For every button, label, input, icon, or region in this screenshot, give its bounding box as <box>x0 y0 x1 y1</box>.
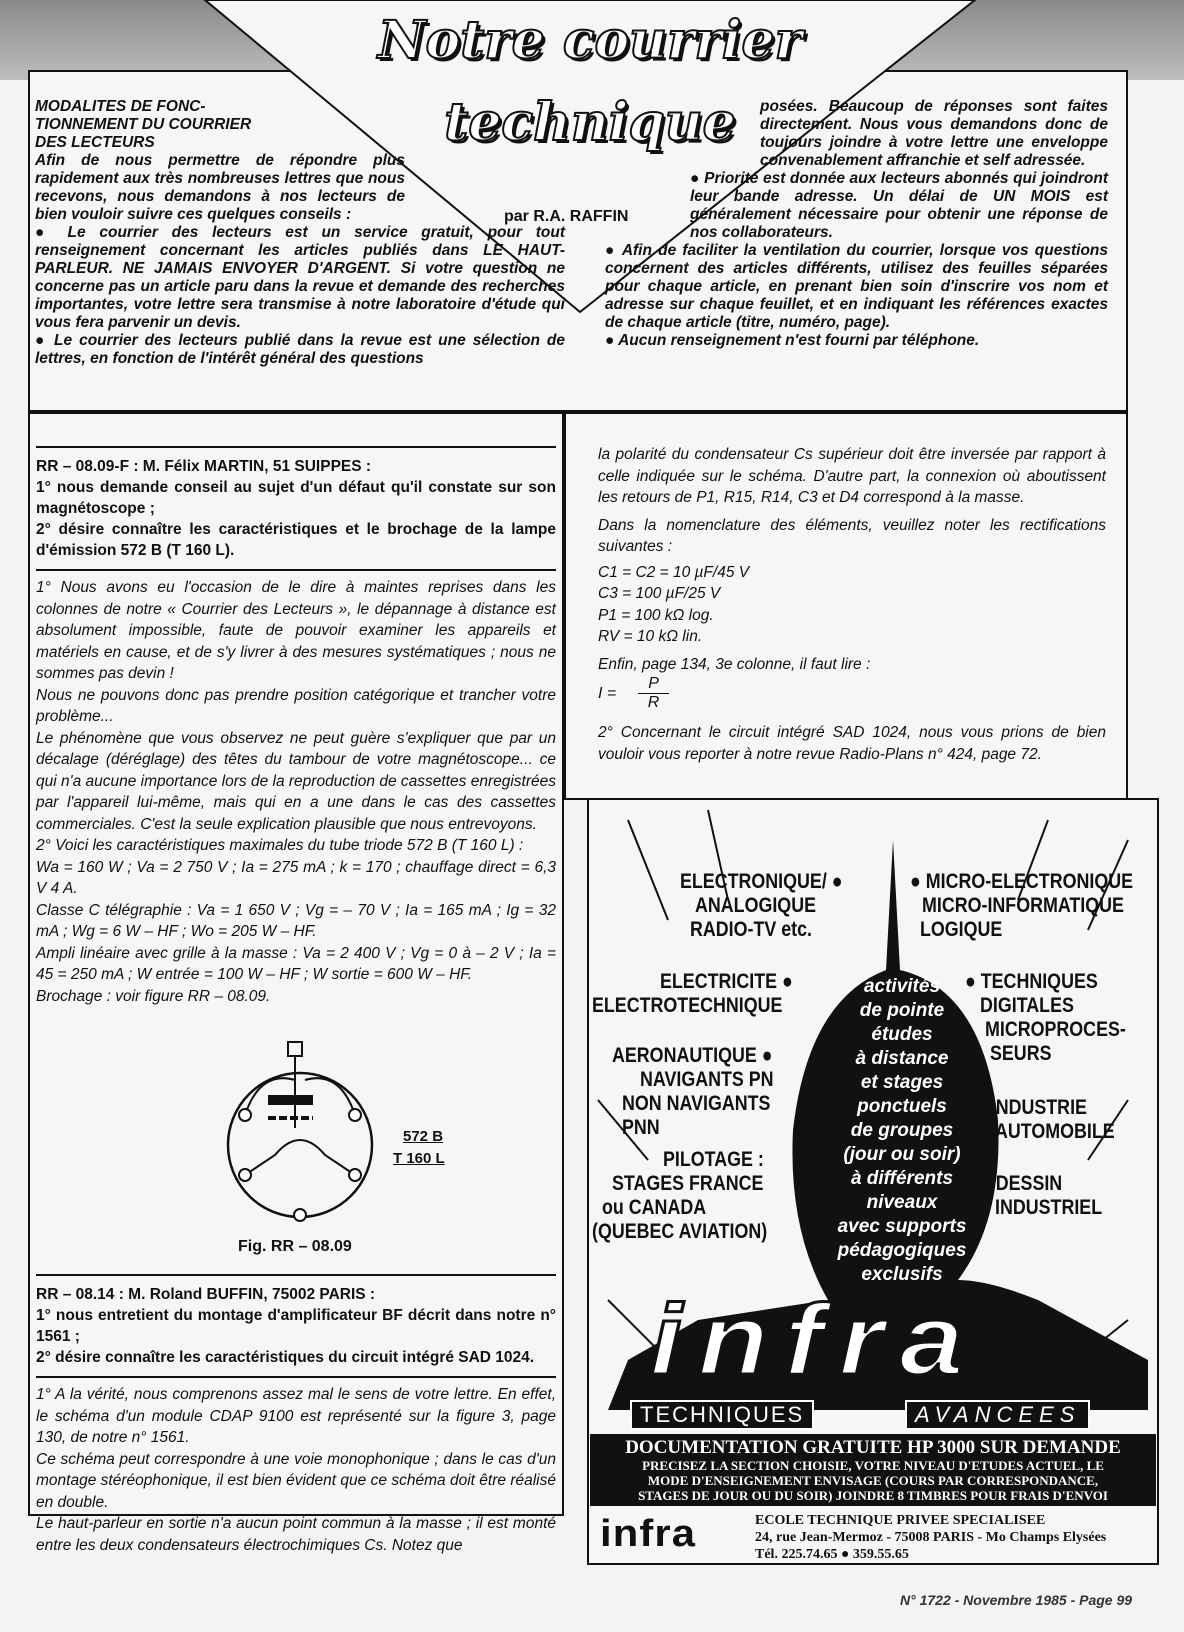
documentation-title: DOCUMENTATION GRATUITE HP 3000 SUR DEMANDE <box>625 1437 1121 1458</box>
numerator: P <box>638 675 669 694</box>
rules-heading <box>35 98 285 152</box>
ad-item: (QUEBEC AVIATION) <box>592 1220 768 1243</box>
ad-item: SEURS <box>990 1042 1052 1065</box>
byline: par R.A. RAFFIN <box>504 208 629 225</box>
ad-item: RADIO-TV etc. <box>690 918 812 941</box>
documentation-line: PRECISEZ LA SECTION CHOISIE, VOTRE NIVEAU D'ETUDES ACTUEL, LE <box>642 1458 1104 1473</box>
documentation-banner <box>590 1434 1156 1506</box>
rocket-line: avec supports <box>837 1216 967 1237</box>
infra-logo-small: infra <box>600 1513 697 1555</box>
divider <box>36 1274 556 1276</box>
question-2: 2° désire connaître les caractéristiques du circuit intégré SAD 1024. <box>36 1349 535 1366</box>
ad-item: AERONAUTIQUE ● <box>612 1044 773 1067</box>
ad-item: LOGIQUE <box>920 918 1003 941</box>
question-1: 1° nous demande conseil au sujet d'un défaut qu'il constate sur son magnétoscope ; <box>36 479 556 517</box>
answer-paragraph: Le haut-parleur en sortie n'a aucun point commun à la masse ; il est monté entre les deux condensateurs électrochimiques Cs. Notez que <box>36 1515 556 1554</box>
rules-bullet-1: ● Le courrier des lecteurs est un service gratuit, pour tout renseignement concernant les articles publiés dans LE HAUT-PARLEUR. NE JAMAIS ENVOYER D'ARGENT. Si votre question ne concerne pas un article paru dans la revue et demande des recherches importantes, votre lettre sera transmise à notre laboratoire d'étude qui vous fera parvenir un devis. <box>35 224 565 331</box>
rules-right-bullet-1: ● Priorité est donnée aux lecteurs abonnés qui joindront leur bande adresse. Un délai de UN MOIS est généralement nécessaire pour obtenir une réponse de nos collaborateurs. <box>690 170 1108 241</box>
school-phone: Tél. 225.74.65 ● 359.55.65 <box>755 1547 909 1562</box>
ad-item: PNN <box>622 1116 660 1139</box>
divider <box>36 569 556 571</box>
formula <box>598 675 1106 712</box>
infra-logo-large: infra <box>650 1284 980 1396</box>
divider <box>36 1376 556 1378</box>
title-line1: Notre courrier <box>378 10 802 71</box>
figure-label-t160l: T 160 L <box>393 1150 445 1167</box>
rocket-line: à différents <box>850 1168 954 1189</box>
ad-item: MICRO-INFORMATIQUE <box>922 894 1124 917</box>
ad-item: STAGES FRANCE <box>612 1172 764 1195</box>
ad-item: INDUSTRIEL <box>995 1196 1103 1219</box>
ad-item: DIGITALES <box>980 994 1074 1017</box>
rocket-line: exclusifs <box>861 1264 943 1285</box>
question-1: 1° nous entretient du montage d'amplificateur BF décrit dans notre n° 1561 ; <box>36 1307 556 1345</box>
rules-bullet-2: ● Le courrier des lecteurs publié dans la revue est une sélection de lettres, en fonction de l'intérêt général des questions <box>35 332 565 367</box>
rocket-line: activités <box>863 976 941 997</box>
rules-right-flow <box>605 98 1108 350</box>
answer-paragraph: Le phénomène que vous observez ne peut guère s'expliquer que par un décalage (déréglage) des têtes du tambour de votre magnétoscope... ce qui n'a aucune importance lors de la reproduction de cassettes enregistrées par l'appareil lui-même, mais qui en a une dans le cas des cassettes commerciales. C'est la seule explication plausible que nous entrevoyons. <box>36 729 556 833</box>
tube-pinout-figure <box>220 1040 380 1240</box>
answer-paragraph: Enfin, page 134, 3e colonne, il faut lire : <box>598 655 871 673</box>
letter-1 <box>36 446 556 1007</box>
ad-item: MICROPROCES- <box>985 1018 1126 1041</box>
ad-item: ELECTRICITE ● <box>660 970 793 993</box>
divider <box>36 446 556 448</box>
ad-item: ANALOGIQUE <box>695 894 816 917</box>
ad-item: AUTOMOBILE <box>995 1120 1115 1143</box>
rules-intro: Afin de nous permettre de répondre plus rapidement aux très nombreuses lettres que nous recevons, nous demandons à nos lecteurs de bien vouloir suivre ces quelques conseils : <box>35 152 405 223</box>
denominator: R <box>647 694 660 711</box>
question-2: 2° désire connaître les caractéristiques et le brochage de la lampe d'émission 572 B (T 160 L). <box>36 521 556 559</box>
answer-paragraph: 1° Nous avons eu l'occasion de le dire à maintes reprises dans les colonnes de notre « Courrier des Lecteurs », le dépannage à distance est absolument impossible, faute de pouvoir examiner les appareils et matériels en cause, et de s'y livrer à des mesures systématiques ; nous ne sommes pas devin ! <box>36 579 556 682</box>
tagline-avancees: AVANCEES <box>905 1400 1090 1430</box>
answer-paragraph: Classe C télégraphie : Va = 1 650 V ; Vg = – 70 V ; Ia = 165 mA ; Ig = 32 mA ; Wg = 6 W – HF ; Wo = 205 W – HF. <box>36 901 556 940</box>
ad-item: ou CANADA <box>602 1196 707 1219</box>
correction: C1 = C2 = 10 µF/45 V <box>598 563 750 581</box>
rules-right-text: posées. Beaucoup de réponses sont faites directement. Nous vous demandons donc de toujours joindre à votre lettre une enveloppe convenablement affranchie et self adressée. <box>760 98 1108 169</box>
documentation-line: STAGES DE JOUR OU DU SOIR) JOINDRE 8 TIMBRES POUR FRAIS D'ENVOI <box>638 1488 1108 1503</box>
letter-heading: RR – 08.09-F : M. Félix MARTIN, 51 SUIPPES : <box>36 458 372 475</box>
heading-line: DES LECTEURS <box>35 134 155 151</box>
rocket-line: niveaux <box>866 1192 938 1213</box>
answer-paragraph: Nous ne pouvons donc pas prendre position catégorique et trancher votre problème... <box>36 686 556 725</box>
answer-paragraph: 2° Concernant le circuit intégré SAD 1024, nous vous prions de bien vouloir vous reporter à notre revue Radio-Plans n° 424, page 72. <box>598 724 1106 763</box>
answer-paragraph: 2° Voici les caractéristiques maximales du tube triode 572 B (T 160 L) : <box>36 837 524 854</box>
ad-item: ● MICRO-ELECTRONIQUE <box>910 870 1134 893</box>
school-address: 24, rue Jean-Mermoz - 75008 PARIS - Mo Champs Elysées <box>755 1530 1107 1545</box>
heading-line: TIONNEMENT DU COURRIER <box>35 116 252 133</box>
ad-item: ● DESSIN <box>980 1172 1063 1195</box>
rocket-line: (jour ou soir) <box>843 1144 961 1165</box>
answer-paragraph: Wa = 160 W ; Va = 2 750 V ; Ia = 275 mA ; k = 170 ; chauffage direct = 6,3 V 4 A. <box>36 858 556 897</box>
rocket-line: de pointe <box>859 1000 945 1021</box>
rocket-line: de groupes <box>850 1120 954 1141</box>
ad-item: PILOTAGE : <box>663 1148 764 1171</box>
ad-item: ELECTRONIQUE/ ● <box>680 870 843 893</box>
letter-heading: RR – 08.14 : M. Roland BUFFIN, 75002 PARIS : <box>36 1286 376 1303</box>
rocket-line: et stages <box>860 1072 944 1093</box>
correction: C3 = 100 µF/25 V <box>598 585 721 602</box>
rocket-line: ponctuels <box>857 1096 947 1117</box>
rocket-line: à distance <box>855 1048 949 1069</box>
ad-item: ELECTROTECHNIQUE <box>592 994 783 1017</box>
ad-item: NAVIGANTS PN <box>640 1068 774 1091</box>
rules-right-bullet-3: ● Aucun renseignement n'est fourni par téléphone. <box>605 332 980 349</box>
school-info <box>755 1512 1106 1563</box>
tagline-techniques: TECHNIQUES <box>630 1400 814 1430</box>
rules-left-flow <box>35 98 565 368</box>
correction: RV = 10 kΩ lin. <box>598 628 703 645</box>
rules-right-bullet-2: ● Afin de faciliter la ventilation du courrier, lorsque vos questions concernent des articles différents, utilisez des feuilles séparées pour chaque article, en prenant bien soin d'inscrire vos nom et adresse sur chaque feuillet, et en indiquant les références exactes de chaque article (titre, numéro, page). <box>605 242 1108 331</box>
rocket-text <box>812 975 992 1287</box>
answer-paragraph: Ampli linéaire avec grille à la masse : Va = 2 400 V ; Vg = 0 à – 2 V ; Ia = 45 = 250 mA ; W entrée = 100 W – HF ; W sortie = 600 W – HF. <box>36 944 556 983</box>
figure-caption: Fig. RR – 08.09 <box>238 1238 352 1255</box>
answer-paragraph: la polarité du condensateur Cs supérieur doit être inversée par rapport à celle indiquée sur le schéma. D'autre part, la connexion où aboutissent les retours de P1, R15, R14, C3 et D4 correspond à la masse. <box>598 446 1106 506</box>
answer-paragraph: Dans la nomenclature des éléments, veuillez noter les rectifications suivantes : <box>598 516 1106 555</box>
correction: P1 = 100 kΩ log. <box>598 606 714 624</box>
fraction <box>638 675 669 712</box>
figure-label-572b: 572 B <box>403 1128 444 1145</box>
letter-2-continued <box>598 444 1106 765</box>
documentation-line: MODE D'ENSEIGNEMENT ENVISAGE (COURS PAR CORRESPONDANCE, <box>647 1473 1099 1488</box>
answer-paragraph: Brochage : voir figure RR – 08.09. <box>36 987 271 1005</box>
school-name: ECOLE TECHNIQUE PRIVEE SPECIALISEE <box>755 1513 1046 1528</box>
title-line2: technique <box>444 92 736 153</box>
heading-line: MODALITES DE FONC- <box>35 98 206 115</box>
ad-item: ● TECHNIQUES <box>965 970 1098 993</box>
ad-item: NON NAVIGANTS <box>622 1092 771 1115</box>
rocket-line: pédagogiques <box>837 1240 967 1261</box>
answer-paragraph: Ce schéma peut correspondre à une voie monophonique ; dans le cas d'un montage stéréophonique, il est bien évident que ce schéma doit être réalisé en double. <box>36 1450 556 1511</box>
page-footer: N° 1722 - Novembre 1985 - Page 99 <box>900 1592 1133 1608</box>
ad-item: ● INDUSTRIE <box>975 1096 1087 1119</box>
rocket-line: études <box>871 1024 933 1045</box>
formula-lhs: I = <box>598 684 617 702</box>
answer-paragraph: 1° A la vérité, nous comprenons assez mal le sens de votre lettre. En effet, le schéma d'un module CDAP 9100 est représenté sur la figure 3, page 130, de notre n° 1561. <box>36 1386 556 1446</box>
letter-2 <box>36 1274 556 1556</box>
